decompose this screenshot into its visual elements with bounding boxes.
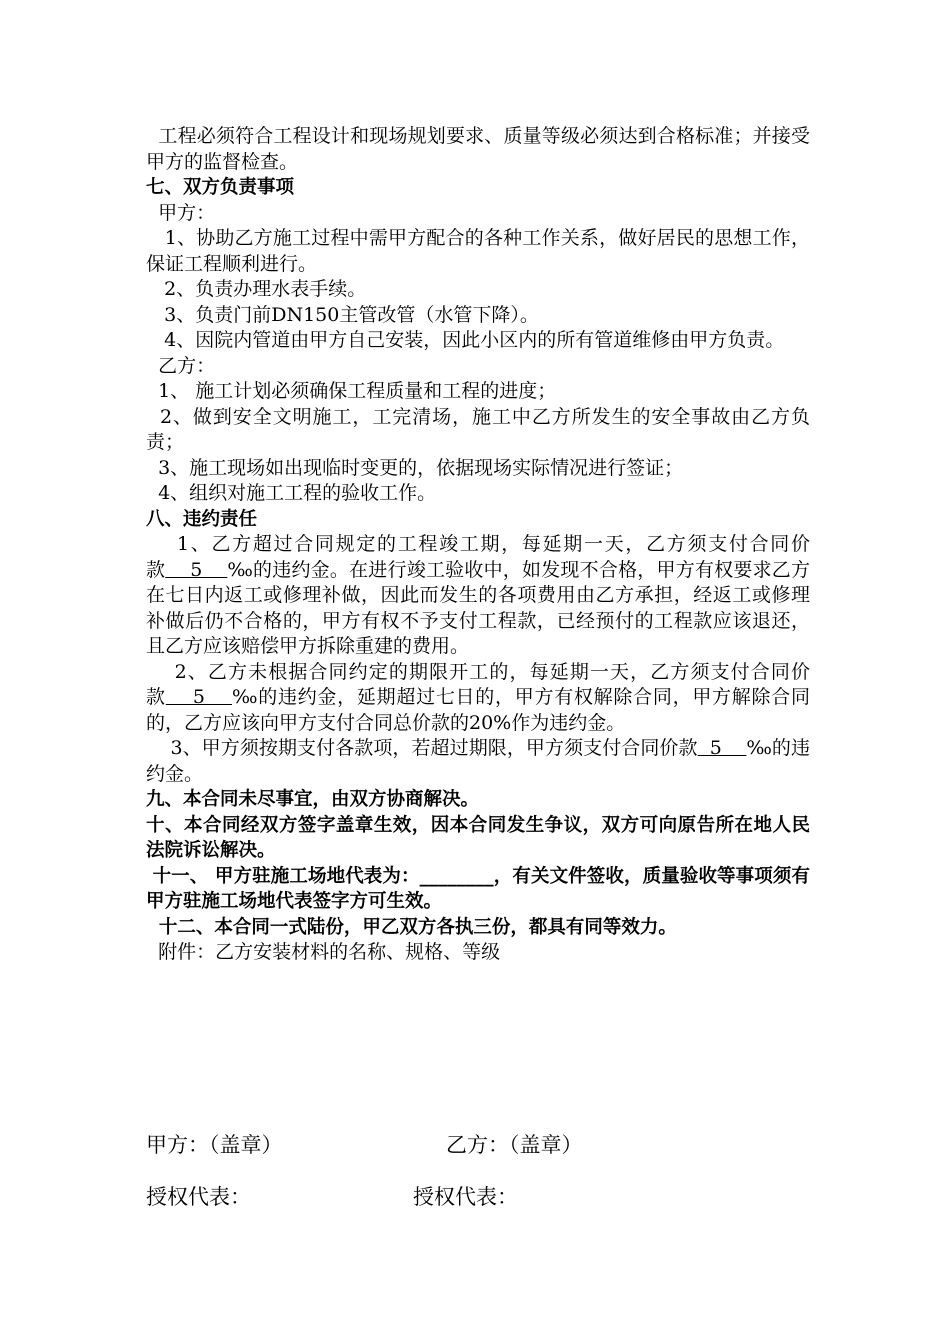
breach-clause-3-text: 3、甲方须按期支付各款项，若超过期限，甲方须支付合同价款: [146, 737, 698, 759]
party-a-label: 甲方：: [146, 201, 216, 224]
party-b-item-1: 1、 施工计划必须确保工程质量和工程的进度；: [146, 380, 557, 402]
party-b-representative-label: 授权代表：: [413, 1185, 518, 1209]
party-a-item-3: 3、负责门前DN150主管改管（水管下降）。: [146, 303, 539, 326]
breach-clause-1-rest: ‰的违约金。在进行竣工验收中，如发现不合格，甲方有权要求乙方在七日内返工或修理补做，因此而发生的各项费用由乙方承担，经返工或修理补做后仍不合格的，甲方有权不予支付工程款，已经预付的工程款应该退还，且乙方应该赔偿甲方拆除重建的费用。: [146, 558, 810, 657]
breach-clause-3-rate: 5: [697, 737, 747, 759]
party-b-item-4: 4、组织对施工工程的验收工作。: [146, 482, 437, 504]
party-a-representative-label: 授权代表：: [146, 1185, 251, 1209]
breach-clause-1: [146, 532, 810, 660]
section-12-heading: 十二、本合同一式陆份，甲乙双方各执三份，都具有同等效力。: [146, 916, 677, 938]
breach-clause-2-rate: 5: [165, 686, 232, 708]
section-8-heading: 八、违约责任: [146, 508, 258, 530]
breach-clause-1-text: 1、乙方超过合同规定的工程竣工期，每延期一天，乙方须支付合同价款: [146, 533, 810, 581]
section-11-text: 十一、 甲方驻施工场地代表为：: [146, 865, 420, 887]
party-a-item-2: 2、负责办理水表手续。: [146, 278, 367, 300]
quality-requirement-paragraph: 工程必须符合工程设计和现场规划要求、质量等级必须达到合格标准；并接受甲方的监督检查。: [146, 125, 810, 173]
party-a-item-4: 4、因院内管道由甲方自己安装，因此小区内的所有管道维修由甲方负责。: [146, 329, 785, 351]
contract-body: [146, 124, 810, 966]
representative-blank: ________: [419, 865, 494, 887]
breach-clause-3-rest: ‰的违约金。: [146, 737, 810, 785]
section-11-rest: ，有关文件签收，质量验收等事项须有甲方驻施工场地代表签字方可生效。: [146, 865, 810, 912]
party-b-item-3: 3、施工现场如出现临时变更的，依据现场实际情况进行签证；: [146, 456, 684, 479]
section-11-heading: [146, 864, 810, 915]
section-10-heading: 十、本合同经双方签字盖章生效，因本合同发生争议，双方可向原告所在地人民法院诉讼解决。: [146, 814, 810, 861]
party-a-item-1: 1、协助乙方施工过程中需甲方配合的各种工作关系，做好居民的思想工作，保证工程顺利进行。: [146, 227, 810, 275]
party-b-seal-label: 乙方：（盖章）: [446, 1133, 583, 1157]
section-9-heading: 九、本合同未尽事宜，由双方协商解决。: [146, 789, 480, 810]
breach-clause-2-text: 2、乙方未根据合同约定的期限开工的，每延期一天，乙方须支付合同价款: [146, 660, 810, 708]
breach-clause-2-rest: ‰的违约金，延期超过七日的，甲方有权解除合同，甲方解除合同的，乙方应该向甲方支付合同总价款的20%作为违约金。: [146, 686, 810, 734]
party-a-seal-label: 甲方：（盖章）: [146, 1133, 283, 1157]
party-b-item-2: 2、做到安全文明施工，工完清场，施工中乙方所发生的安全事故由乙方负责；: [146, 405, 810, 453]
breach-clause-3: [146, 736, 810, 787]
breach-clause-1-rate: 5: [165, 558, 228, 581]
section-7-heading: 七、双方负责事项: [146, 177, 295, 198]
party-b-label: 乙方：: [146, 354, 216, 377]
attachment-note: 附件：乙方安装材料的名称、规格、等级: [146, 941, 501, 963]
breach-clause-2: [146, 660, 810, 737]
